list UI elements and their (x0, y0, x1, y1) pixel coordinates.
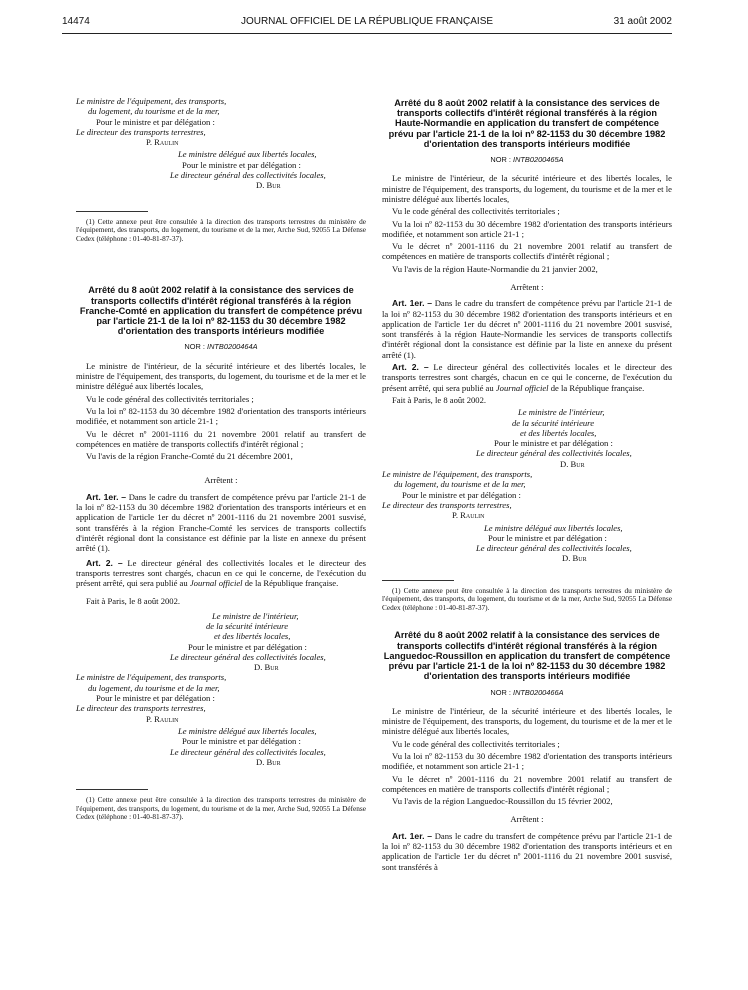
signature-line: du logement, du tourisme et de la mer, (394, 479, 526, 490)
signature-line: de la sécurité intérieure (512, 417, 595, 428)
signature-line: Pour le ministre et par délégation : (494, 438, 613, 449)
header-rule (62, 33, 672, 34)
signature-line: Le ministre délégué aux libertés locales, (178, 149, 317, 160)
signature-line: Pour le ministre et par délégation : (182, 159, 301, 170)
signatory-name: D. Bur (562, 553, 587, 564)
page-header (62, 14, 672, 30)
preamble: Le ministre de l'intérieur, de la sécurité intérieure et des libertés locales, le ministre de l'équipement, des transports, du logement, du tourisme et de la mer et le ministre délégué aux libertés locales, (382, 705, 672, 737)
article-1: Art. 1er. – Dans le cadre du transfert de compétence prévu par l'article 21-1 de la loi nº 82-1153 du 30 décembre 1982 d'orientation des transports intérieurs et en application de l'article 1er du décret nº 2001-1116 du 21 novembre 2001 susvisé, sont transférés à la région Haute-Normandie les services de transports collectifs d'intérêt régional dont la consistance est définie par la liste en annexe du présent arrêté (1). (382, 298, 672, 360)
signature-line: du logement, du tourisme et de la mer, (88, 682, 220, 693)
footnote: (1) Cette annexe peut être consultée à la direction des transports terrestres du ministère de l'équipement, des transports, du logement, du tourisme et de la mer, Arche Sud, 92055 La Défense Cedex (téléphone : 01-40-81-87-37). (382, 585, 672, 612)
signature-line: Le ministre de l'intérieur, (518, 407, 605, 418)
visa: Vu l'avis de la région Haute-Normandie du 21 janvier 2002, (392, 263, 598, 274)
signature-line: Pour le ministre et par délégation : (96, 693, 215, 704)
nor-code: INTB0200466A (513, 687, 564, 697)
signature-line: Pour le ministre et par délégation : (96, 116, 215, 127)
signature-line: Le ministre de l'équipement, des transports, (76, 672, 227, 683)
decree-title: Arrêté du 8 août 2002 relatif à la consistance des services de transports collectifs d'intérêt régional transférés à la région Languedoc-Roussillon en application du transfert de compétence prévu par l'article 21-1 de la loi nº 82-1153 du 30 décembre 1982 d'orientation des transports intérieurs modifiée (383, 630, 671, 682)
decree-title: Arrêté du 8 août 2002 relatif à la consistance des services de transports collectifs d'intérêt régional transférés à la région Haute-Normandie en application du transfert de compétence prévu par l'article 21-1 de la loi nº 82-1153 du 30 décembre 1982 d'orientation des transports intérieurs modifiée (388, 98, 666, 149)
signature-line: Le ministre de l'équipement, des transports, (382, 469, 533, 480)
signature-line: du logement, du tourisme et de la mer, (88, 106, 220, 117)
page-number: 14474 (62, 16, 90, 27)
signing-place-date: Fait à Paris, le 8 août 2002. (392, 394, 487, 405)
visa: Vu le décret nº 2001-1116 du 21 novembre 2001 relatif au transfert de compétences en matière de transports collectifs d'intérêt régional ; (382, 773, 672, 794)
signature-line: Pour le ministre et par délégation : (402, 489, 521, 500)
signature-line: et des libertés locales, (214, 631, 291, 642)
visa: Vu le code général des collectivités territoriales ; (86, 393, 254, 404)
nor-reference: NOR : INTB0200464A (184, 342, 258, 352)
signing-place-date: Fait à Paris, le 8 août 2002. (86, 596, 181, 607)
signature-line: Le ministre de l'intérieur, (212, 610, 299, 621)
nor-code: INTB0200464A (207, 342, 258, 352)
signature-line: Le ministre de l'équipement, des transports, (76, 96, 227, 106)
signature-line: Pour le ministre et par délégation : (188, 641, 307, 652)
footnote-rule (76, 789, 148, 790)
footnote: (1) Cette annexe peut être consultée à la direction des transports terrestres du ministère de l'équipement, des transports, du logement, du tourisme et de la mer, Arche Sud, 92055 La Défense Cedex (téléphone : 01-40-81-87-37). (76, 216, 366, 243)
signature-line: Le directeur des transports terrestres, (382, 499, 512, 510)
footnote-rule (76, 211, 148, 212)
signature-line: Le directeur général des collectivités locales, (476, 448, 632, 459)
signature-line: Le directeur général des collectivités locales, (170, 651, 326, 662)
signature-line: Le ministre délégué aux libertés locales, (178, 725, 317, 736)
signature-line: Le directeur général des collectivités locales, (170, 746, 326, 757)
visa: Vu l'avis de la région Languedoc-Roussillon du 15 février 2002, (392, 796, 613, 807)
arretent: Arrêtent : (510, 814, 544, 825)
signature-line: de la sécurité intérieure (206, 621, 289, 631)
signature-line: Le directeur général des collectivités locales, (476, 543, 632, 554)
visa: Vu le code général des collectivités territoriales ; (392, 738, 560, 749)
signatory-name: D. Bur (560, 458, 585, 469)
preamble: Le ministre de l'intérieur, de la sécurité intérieure et des libertés locales, le ministre de l'équipement, des transports, du logement, du tourisme et de la mer et le ministre délégué aux libertés locales, (76, 360, 366, 392)
signature-line: Le directeur des transports terrestres, (76, 703, 206, 714)
arretent: Arrêtent : (510, 281, 544, 292)
signature-line: Le ministre délégué aux libertés locales, (484, 522, 623, 533)
right-column (382, 98, 672, 874)
visa: Vu l'avis de la région Franche-Comté du 21 décembre 2001, (86, 451, 293, 462)
article-2: Art. 2. – Le directeur général des collectivités locales et le directeur des transports terrestres sont chargés, chacun en ce qui le concerne, de l'exécution du présent arrêté, qui sera publié au Journal officiel de la République française. (76, 557, 367, 589)
issue-date: 31 août 2002 (613, 16, 672, 27)
signature-line: Pour le ministre et par délégation : (488, 532, 607, 543)
signatory-name: D. Bur (256, 756, 281, 767)
nor-code: INTB0200465A (513, 155, 564, 165)
visa: Vu la loi nº 82-1153 du 30 décembre 1982 d'orientation des transports intérieurs modifiée, et notamment son article 21-1 ; (382, 218, 672, 239)
signatory-name: P. Raulin (146, 137, 179, 148)
visa: Vu la loi nº 82-1153 du 30 décembre 1982 d'orientation des transports intérieurs modifiée, et notamment son article 21-1 ; (382, 750, 672, 772)
article-2: Art. 2. – Le directeur général des collectivités locales et le directeur des transports terrestres sont chargés, chacun en ce qui le concerne, de l'exécution du présent arrêté, qui sera publié au Journal officiel de la République française. (382, 362, 673, 393)
signatory-name: P. Raulin (452, 510, 485, 521)
signatory-name: D. Bur (256, 180, 281, 191)
signatory-name: P. Raulin (146, 713, 179, 724)
left-column (76, 96, 366, 824)
signature-line: Le directeur général des collectivités locales, (170, 170, 326, 181)
nor-reference: NOR : INTB0200465A (490, 155, 564, 165)
journal-title: JOURNAL OFFICIEL DE LA RÉPUBLIQUE FRANÇAISE (240, 16, 494, 27)
signature-block-3 (382, 407, 672, 563)
arretent: Arrêtent : (204, 475, 238, 486)
visa: Vu le décret nº 2001-1116 du 21 novembre 2001 relatif au transfert de compétences en matière de transports collectifs d'intérêt régional ; (382, 241, 672, 262)
signature-line: Pour le ministre et par délégation : (182, 736, 301, 747)
signature-line: et des libertés locales, (520, 427, 597, 438)
signature-line: Le directeur des transports terrestres, (76, 126, 206, 137)
article-1: Art. 1er. – Dans le cadre du transfert de compétence prévu par l'article 21-1 de la loi nº 82-1153 du 30 décembre 1982 d'orientation des transports intérieurs et en application de l'article 1er du décret nº 2001-1116 du 21 novembre 2001 susvisé, sont transférés à la région Franche-Comté les services de transports collectifs d'intérêt régional dont la consistance est définie par la liste en annexe du présent arrêté (1). (76, 491, 366, 554)
footnote-rule (382, 580, 454, 581)
footnote: (1) Cette annexe peut être consultée à la direction des transports terrestres du ministère de l'équipement, des transports, du logement, du tourisme et de la mer, Arche Sud, 92055 La Défense Cedex (téléphone : 01-40-81-87-37). (76, 795, 366, 822)
preamble: Le ministre de l'intérieur, de la sécurité intérieure et des libertés locales, le ministre de l'équipement, des transports, du logement, du tourisme et de la mer et le ministre délégué aux libertés locales, (382, 173, 672, 204)
signatory-name: D. Bur (254, 662, 279, 673)
visa: Vu la loi nº 82-1153 du 30 décembre 1982 d'orientation des transports intérieurs modifiée, et notamment son article 21-1 ; (76, 405, 366, 427)
signature-block-1 (76, 96, 366, 191)
nor-reference: NOR : INTB0200466A (490, 687, 564, 697)
signature-block-2 (76, 611, 366, 767)
visa: Vu le code général des collectivités territoriales ; (392, 206, 560, 217)
article-1: Art. 1er. – Dans le cadre du transfert de compétence prévu par l'article 21-1 de la loi nº 82-1153 du 30 décembre 1982 d'orientation des transports intérieurs et en application de l'article 1er du décret nº 2001-1116 du 21 novembre 2001 susvisé, sont transférés à (382, 830, 672, 872)
visa: Vu le décret nº 2001-1116 du 21 novembre 2001 relatif au transfert de compétences en matière de transports collectifs d'intérêt régional ; (76, 428, 366, 449)
decree-title: Arrêté du 8 août 2002 relatif à la consistance des services de transports collectifs d'intérêt régional transférés à la région Franche-Comté en application du transfert de compétence prévu par l'article 21-1 de la loi nº 82-1153 du 30 décembre 1982 d'orientation des transports intérieurs modifiée (79, 285, 363, 337)
